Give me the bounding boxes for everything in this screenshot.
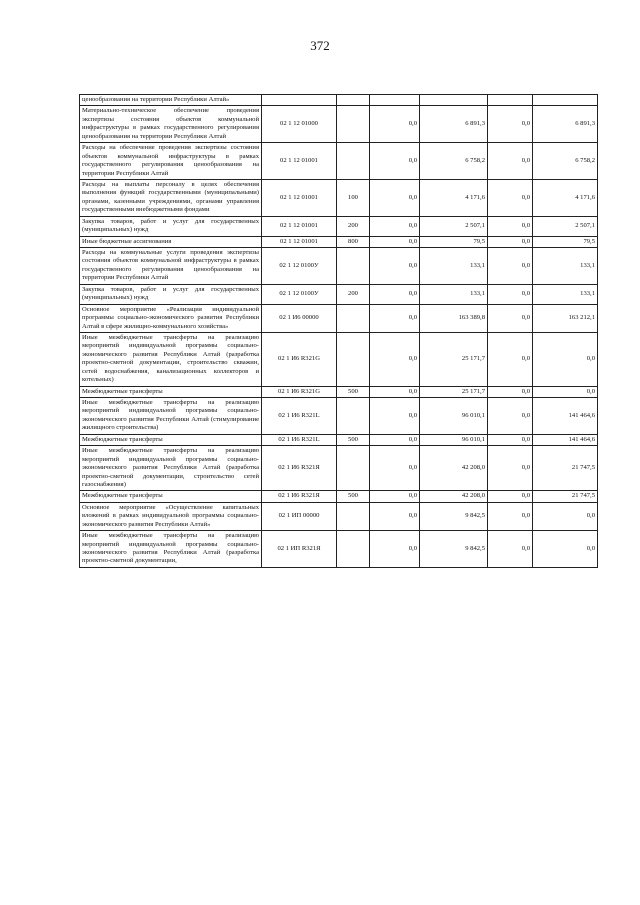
target-article-code: 02 1 И6 R321Я [262, 446, 337, 491]
row-name-cell: Расходы на обеспечение проведения экспертизы состояния объектов коммунальной инфраструктуры в рамках государственного регулирования ценообразования на территории Республики Алтай [80, 143, 262, 180]
amount-cell: 0,0 [488, 216, 533, 236]
row-name-cell: Иные бюджетные ассигнования [80, 236, 262, 247]
amount-cell: 0,0 [488, 284, 533, 304]
row-name-cell: Межбюджетные трансферты [80, 434, 262, 445]
amount-cell: 163 389,8 [420, 304, 488, 332]
target-article-code: 02 1 ИП R321Я [262, 531, 337, 568]
amount-cell: 0,0 [488, 386, 533, 397]
amount-cell: 163 212,1 [533, 304, 598, 332]
table-row [80, 284, 598, 304]
target-article-code: 02 1 И6 R321L [262, 434, 337, 445]
expense-type-code: 500 [337, 434, 370, 445]
row-name-cell: Основное мероприятие «Осуществление капитальных вложений в рамках индивидуальной программы социально-экономического развития Республики Алтай» [80, 502, 262, 530]
table-row [80, 332, 598, 386]
amount-cell: 0,0 [370, 143, 420, 180]
amount-cell: 0,0 [370, 491, 420, 502]
table-row [80, 502, 598, 530]
table-row [80, 386, 598, 397]
table-row [80, 491, 598, 502]
row-name-cell: Иные межбюджетные трансферты на реализацию мероприятий индивидуальной программы социально-экономического развития Республики Алтай (разработка проектно-сметной документации, [80, 531, 262, 568]
amount-cell: 0,0 [488, 236, 533, 247]
table-row [80, 106, 598, 143]
target-article-code: 02 1 И6 R321L [262, 398, 337, 435]
row-name-cell: Межбюджетные трансферты [80, 386, 262, 397]
amount-cell: 0,0 [488, 502, 533, 530]
table-row [80, 248, 598, 285]
amount-cell: 79,5 [420, 236, 488, 247]
amount-cell [420, 95, 488, 106]
target-article-code: 02 1 12 01000 [262, 106, 337, 143]
amount-cell: 0,0 [370, 304, 420, 332]
expense-type-code [337, 398, 370, 435]
expense-type-code [337, 502, 370, 530]
table-row [80, 95, 598, 106]
row-name-cell: Иные межбюджетные трансферты на реализацию мероприятий индивидуальной программы социально-экономического развития Республики Алтай (стимулирование жилищного строительства) [80, 398, 262, 435]
amount-cell: 0,0 [488, 531, 533, 568]
amount-cell: 0,0 [370, 502, 420, 530]
amount-cell: 0,0 [533, 386, 598, 397]
amount-cell: 4 171,6 [533, 179, 598, 216]
amount-cell: 6 891,3 [533, 106, 598, 143]
row-name-cell: Межбюджетные трансферты [80, 491, 262, 502]
target-article-code: 02 1 12 01001 [262, 179, 337, 216]
amount-cell: 141 464,6 [533, 434, 598, 445]
amount-cell: 0,0 [488, 179, 533, 216]
target-article-code: 02 1 12 01001 [262, 216, 337, 236]
amount-cell: 9 842,5 [420, 531, 488, 568]
amount-cell: 0,0 [370, 179, 420, 216]
expense-type-code [337, 332, 370, 386]
table-row [80, 143, 598, 180]
amount-cell: 0,0 [370, 434, 420, 445]
table-row [80, 531, 598, 568]
amount-cell: 141 464,6 [533, 398, 598, 435]
target-article-code: 02 1 И6 00000 [262, 304, 337, 332]
amount-cell: 133,1 [420, 248, 488, 285]
expense-type-code [337, 248, 370, 285]
amount-cell: 0,0 [488, 446, 533, 491]
row-name-cell: Основное мероприятие «Реализация индивидуальной программы социально-экономического развития Республики Алтай в сфере жилищно-коммунального хозяйства» [80, 304, 262, 332]
amount-cell: 0,0 [370, 236, 420, 247]
expense-type-code: 200 [337, 284, 370, 304]
amount-cell: 21 747,5 [533, 446, 598, 491]
target-article-code: 02 1 И6 R321G [262, 332, 337, 386]
amount-cell: 0,0 [488, 106, 533, 143]
amount-cell: 133,1 [533, 284, 598, 304]
amount-cell: 42 208,0 [420, 491, 488, 502]
amount-cell: 0,0 [488, 304, 533, 332]
expense-type-code [337, 304, 370, 332]
amount-cell: 0,0 [488, 434, 533, 445]
table-row [80, 304, 598, 332]
row-name-cell: Иные межбюджетные трансферты на реализацию мероприятий индивидуальной программы социально-экономического развития Республики Алтай (разработка проектно-сметной документации, строительство сетей газоснабжения) [80, 446, 262, 491]
target-article-code: 02 1 И6 R321G [262, 386, 337, 397]
expense-type-code [337, 95, 370, 106]
amount-cell: 6 758,2 [533, 143, 598, 180]
amount-cell: 21 747,5 [533, 491, 598, 502]
amount-cell: 0,0 [533, 531, 598, 568]
amount-cell: 0,0 [370, 386, 420, 397]
row-name-cell: Материально-техническое обеспечение проведения экспертизы состояния объектов коммунальной инфраструктуры в рамках государственного регулирования ценообразования на территории Республики Алтай [80, 106, 262, 143]
row-name-cell: Закупка товаров, работ и услуг для государственных (муниципальных) нужд [80, 216, 262, 236]
amount-cell: 0,0 [370, 248, 420, 285]
page-number: 372 [310, 38, 330, 53]
amount-cell: 0,0 [488, 248, 533, 285]
amount-cell: 0,0 [370, 446, 420, 491]
expense-type-code [337, 531, 370, 568]
amount-cell: 9 842,5 [420, 502, 488, 530]
target-article-code: 02 1 12 01001 [262, 143, 337, 180]
amount-cell: 4 171,6 [420, 179, 488, 216]
table-row [80, 179, 598, 216]
table-row [80, 434, 598, 445]
amount-cell: 0,0 [533, 332, 598, 386]
target-article-code: 02 1 12 01001 [262, 236, 337, 247]
amount-cell [488, 95, 533, 106]
table-row [80, 446, 598, 491]
amount-cell: 0,0 [370, 216, 420, 236]
amount-cell: 2 507,1 [420, 216, 488, 236]
table-row [80, 236, 598, 247]
expense-type-code [337, 106, 370, 143]
amount-cell: 133,1 [533, 248, 598, 285]
target-article-code: 02 1 ИП 00000 [262, 502, 337, 530]
expense-type-code: 500 [337, 491, 370, 502]
target-article-code: 02 1 И6 R321Я [262, 491, 337, 502]
expense-type-code: 500 [337, 386, 370, 397]
amount-cell: 6 758,2 [420, 143, 488, 180]
amount-cell: 0,0 [488, 398, 533, 435]
amount-cell: 0,0 [370, 332, 420, 386]
amount-cell: 6 891,3 [420, 106, 488, 143]
expense-type-code [337, 143, 370, 180]
amount-cell: 25 171,7 [420, 386, 488, 397]
amount-cell: 96 010,1 [420, 434, 488, 445]
amount-cell: 0,0 [533, 502, 598, 530]
amount-cell: 0,0 [488, 143, 533, 180]
row-name-cell: Расходы на выплаты персоналу в целях обеспечения выполнения функций государственными (муниципальными) органами, казенными учреждениями, органами управления государственными внебюджетными фондами [80, 179, 262, 216]
amount-cell: 42 208,0 [420, 446, 488, 491]
amount-cell: 79,5 [533, 236, 598, 247]
expense-type-code: 800 [337, 236, 370, 247]
target-article-code [262, 95, 337, 106]
amount-cell: 0,0 [488, 332, 533, 386]
amount-cell: 0,0 [488, 491, 533, 502]
budget-table [79, 94, 598, 568]
expense-type-code: 100 [337, 179, 370, 216]
target-article-code: 02 1 12 0100У [262, 248, 337, 285]
row-name-cell: Закупка товаров, работ и услуг для государственных (муниципальных) нужд [80, 284, 262, 304]
amount-cell: 25 171,7 [420, 332, 488, 386]
amount-cell: 0,0 [370, 398, 420, 435]
target-article-code: 02 1 12 0100У [262, 284, 337, 304]
row-name-cell: Иные межбюджетные трансферты на реализацию мероприятий индивидуальной программы социально-экономического развития Республики Алтай (разработка проектно-сметной документации, строительство скважин, сетей водоснабжения, канализационных коллекторов и котельных) [80, 332, 262, 386]
amount-cell: 0,0 [370, 106, 420, 143]
amount-cell: 2 507,1 [533, 216, 598, 236]
amount-cell [370, 95, 420, 106]
table-row [80, 216, 598, 236]
amount-cell [533, 95, 598, 106]
row-name-cell: Расходы на коммунальные услуги проведения экспертизы состояния объектов коммунальной инфраструктуры в рамках государственного регулирования ценообразования на территории Республики Алтай [80, 248, 262, 285]
amount-cell: 0,0 [370, 284, 420, 304]
expense-type-code: 200 [337, 216, 370, 236]
amount-cell: 0,0 [370, 531, 420, 568]
expense-type-code [337, 446, 370, 491]
amount-cell: 96 010,1 [420, 398, 488, 435]
amount-cell: 133,1 [420, 284, 488, 304]
row-name-cell: ценообразования на территории Республики Алтай» [80, 95, 262, 106]
table-row [80, 398, 598, 435]
